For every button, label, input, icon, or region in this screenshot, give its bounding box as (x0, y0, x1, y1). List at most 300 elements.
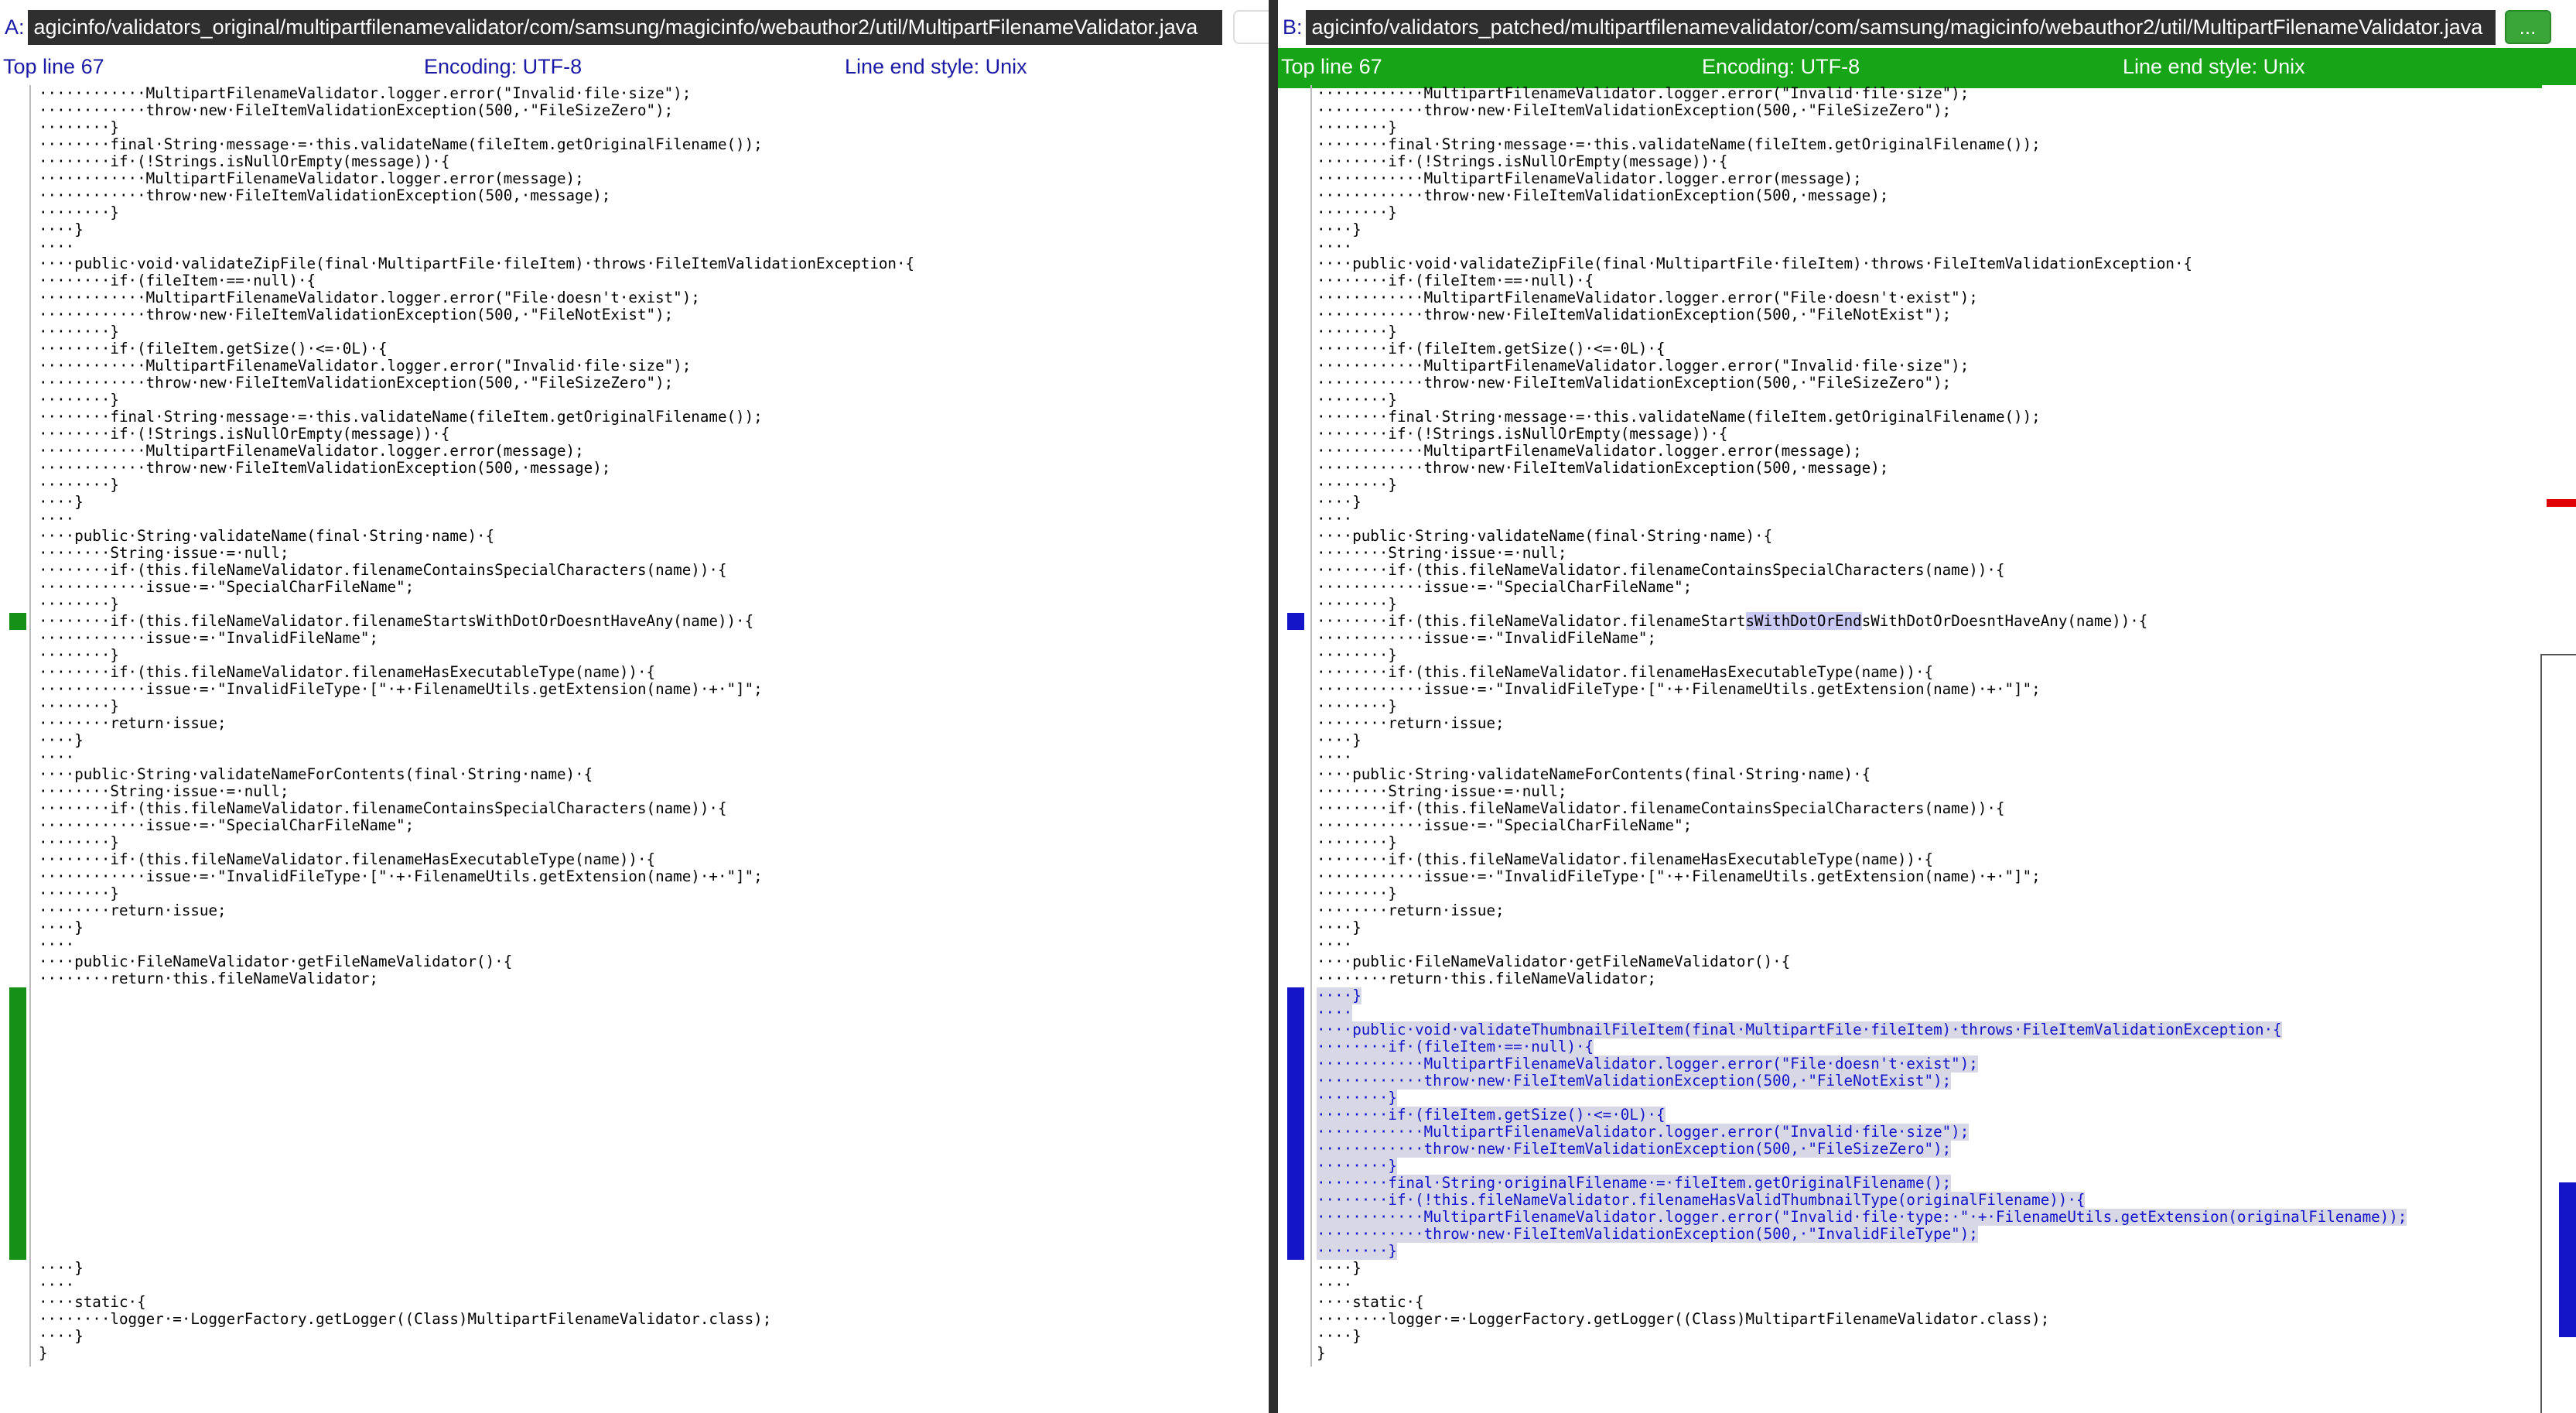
code-text: ········} (1317, 1157, 1397, 1175)
code-line[interactable] (0, 375, 1269, 392)
code-line[interactable] (0, 272, 1269, 289)
code-line[interactable] (1278, 102, 2576, 119)
pane-splitter[interactable] (1269, 0, 1278, 1413)
diff-marker (9, 1090, 26, 1107)
gutter (0, 953, 28, 970)
gutter (0, 936, 28, 953)
code-text: ············throw·new·FileItemValidationException(500,·"FileNotExist"); (39, 306, 674, 323)
code-line[interactable] (0, 562, 1269, 579)
code-line[interactable] (0, 1090, 1269, 1107)
gutter (1278, 323, 1306, 340)
code-text: ····public·String·validateName(final·String·name)·{ (1317, 527, 1773, 545)
code-line[interactable] (0, 749, 1269, 766)
gutter (0, 170, 28, 187)
code-text: ···· (1317, 936, 1353, 953)
code-line[interactable] (1278, 1021, 2576, 1038)
code-line[interactable] (1278, 204, 2576, 221)
code-line[interactable] (1278, 579, 2576, 596)
code-line[interactable] (0, 902, 1269, 919)
code-line[interactable] (1278, 1055, 2576, 1073)
code-line[interactable] (1278, 1175, 2576, 1192)
code-text: ····} (1317, 919, 1361, 936)
gutter (0, 987, 28, 1004)
code-line[interactable] (1278, 1141, 2576, 1158)
code-line[interactable] (0, 426, 1269, 443)
code-text: ········if·(this.fileNameValidator.filenameContainsSpecialCharacters(name))·{ (39, 561, 727, 579)
code-line[interactable] (1278, 562, 2576, 579)
code-line[interactable] (1278, 306, 2576, 323)
code-text: ········String·issue·=·null; (39, 544, 289, 562)
code-text: ············MultipartFilenameValidator.logger.error("Invalid·file·size"); (1317, 1123, 1970, 1141)
gutter (1278, 800, 1306, 817)
code-text: ············throw·new·FileItemValidationException(500,·message); (1317, 459, 1889, 477)
code-line[interactable] (1278, 664, 2576, 681)
path-bar-a (0, 8, 1269, 46)
code-text: ············issue·=·"InvalidFileType·["·+·FilenameUtils.getExtension(name)·+·"]"; (1317, 867, 2041, 885)
code-text: ············throw·new·FileItemValidationException(500,·"FileSizeZero"); (1317, 374, 1952, 392)
code-text: ············issue·=·"InvalidFileName"; (1317, 629, 1656, 647)
code-line[interactable] (1278, 987, 2576, 1004)
code-line[interactable] (1278, 1209, 2576, 1226)
diff-marker (1287, 1192, 1304, 1209)
code-text: ········if·(fileItem·==·null)·{ (1317, 272, 1594, 289)
code-line[interactable] (0, 221, 1269, 238)
code-line[interactable] (1278, 136, 2576, 153)
gutter (0, 647, 28, 664)
code-line[interactable] (0, 766, 1269, 783)
top-line-status-a: Top line 67 (3, 55, 104, 78)
gutter (0, 204, 28, 221)
code-line[interactable] (1278, 392, 2576, 409)
diff-pane-patched (1278, 0, 2576, 1413)
code-line[interactable] (1278, 1090, 2576, 1107)
code-line[interactable] (1278, 783, 2576, 800)
gutter (0, 1243, 28, 1260)
code-line[interactable] (1278, 1260, 2576, 1277)
code-text: ········String·issue·=·null; (1317, 782, 1567, 800)
code-line[interactable] (1278, 936, 2576, 953)
changed-word-highlight: sWithDotOrEnd (1745, 612, 1862, 630)
code-line[interactable] (0, 477, 1269, 494)
code-text: } (1317, 1344, 1326, 1362)
diff-marker (9, 1141, 26, 1158)
code-line[interactable] (1278, 732, 2576, 749)
code-line[interactable] (1278, 494, 2576, 511)
code-line[interactable] (0, 85, 1269, 102)
code-text: ····public·void·validateZipFile(final·MultipartFile·fileItem)·throws·FileItemValidationException·{ (39, 255, 915, 272)
diff-marker (9, 1175, 26, 1192)
gutter (0, 477, 28, 494)
code-line[interactable] (0, 306, 1269, 323)
gutter (1278, 647, 1306, 664)
code-line[interactable] (1278, 1004, 2576, 1021)
gutter (1278, 1021, 1306, 1038)
code-line[interactable] (1278, 885, 2576, 902)
gutter (0, 323, 28, 340)
code-line[interactable] (0, 936, 1269, 953)
gutter (1278, 579, 1306, 596)
code-line[interactable] (1278, 647, 2576, 664)
code-text: ············issue·=·"InvalidFileType·["·+·FilenameUtils.getExtension(name)·+·"]"; (1317, 680, 2041, 698)
code-line[interactable] (1278, 970, 2576, 987)
code-line[interactable] (0, 885, 1269, 902)
gutter (0, 834, 28, 851)
code-line[interactable] (1278, 443, 2576, 460)
code-line[interactable] (1278, 851, 2576, 868)
gutter (0, 715, 28, 732)
code-line[interactable] (0, 715, 1269, 732)
code-text: ········if·(this.fileNameValidator.filenameHasExecutableType(name))·{ (39, 663, 656, 681)
code-text: ············issue·=·"SpecialCharFileName"; (1317, 578, 1693, 596)
gutter (0, 1226, 28, 1243)
code-text: ····static·{ (39, 1293, 146, 1311)
diff-marker (1287, 1226, 1304, 1243)
code-line[interactable] (1278, 817, 2576, 834)
overview-added-block (2559, 1182, 2576, 1337)
gutter (0, 1073, 28, 1090)
code-line[interactable] (1278, 375, 2576, 392)
gutter (0, 1277, 28, 1294)
diff-marker (1287, 1021, 1304, 1038)
code-text: ········if·(this.fileNameValidator.filenameHasExecutableType(name))·{ (1317, 663, 1934, 681)
gutter (1278, 170, 1306, 187)
code-line[interactable] (1278, 596, 2576, 613)
code-line[interactable] (0, 732, 1269, 749)
code-text: ····public·String·validateName(final·String·name)·{ (39, 527, 495, 545)
code-line[interactable] (0, 1158, 1269, 1175)
gutter (0, 392, 28, 409)
code-line[interactable] (0, 1107, 1269, 1124)
code-text: ········} (39, 391, 119, 409)
code-line[interactable] (1278, 749, 2576, 766)
code-line[interactable] (1278, 272, 2576, 289)
gutter (1278, 1192, 1306, 1209)
code-line[interactable] (0, 1124, 1269, 1141)
code-line[interactable] (0, 170, 1269, 187)
code-line[interactable] (1278, 800, 2576, 817)
code-text: ···· (39, 510, 75, 528)
code-line[interactable] (1278, 85, 2576, 102)
code-line[interactable] (0, 1294, 1269, 1311)
code-text: ············issue·=·"InvalidFileType·["·+·FilenameUtils.getExtension(name)·+·"]"; (39, 867, 763, 885)
status-bar-a (0, 48, 1269, 88)
gutter (0, 375, 28, 392)
code-text: ········logger·=·LoggerFactory.getLogger((Class)MultipartFilenameValidator.class); (1317, 1310, 2050, 1328)
code-line[interactable] (1278, 1073, 2576, 1090)
code-line[interactable] (0, 392, 1269, 409)
line-end-status-a[interactable]: Line end style: Unix (845, 55, 1027, 78)
code-view-a[interactable] (0, 85, 1269, 1413)
gutter (0, 272, 28, 289)
code-line[interactable] (1278, 834, 2576, 851)
code-line[interactable] (0, 987, 1269, 1004)
code-text: ········final·String·message·=·this.validateName(fileItem.getOriginalFilename()); (1317, 408, 2041, 426)
code-line[interactable] (1278, 1277, 2576, 1294)
code-line[interactable] (0, 1192, 1269, 1209)
code-line[interactable] (1278, 358, 2576, 375)
gutter (0, 1124, 28, 1141)
gutter (1278, 715, 1306, 732)
gutter (0, 85, 28, 102)
gutter (1278, 783, 1306, 800)
gutter (1278, 1090, 1306, 1107)
code-line[interactable] (0, 238, 1269, 255)
code-line[interactable] (0, 630, 1269, 647)
gutter (1278, 902, 1306, 919)
code-line[interactable] (1278, 1124, 2576, 1141)
file-path-b[interactable]: agicinfo/validators_patched/multipartfilenamevalidator/com/samsung/magicinfo/webauthor2/util/MultipartFilenameValidator.java (1306, 10, 2496, 45)
code-line[interactable] (0, 1243, 1269, 1260)
code-line[interactable] (0, 579, 1269, 596)
code-line[interactable] (1278, 153, 2576, 170)
code-line[interactable] (0, 340, 1269, 358)
code-line[interactable] (1278, 511, 2576, 528)
code-line[interactable] (1278, 323, 2576, 340)
code-line[interactable] (1278, 681, 2576, 698)
code-line[interactable] (0, 1021, 1269, 1038)
code-text: ···· (39, 1276, 75, 1294)
code-text: ········} (39, 204, 119, 221)
code-line[interactable] (0, 1277, 1269, 1294)
code-line[interactable] (1278, 238, 2576, 255)
code-line[interactable] (0, 1004, 1269, 1021)
code-line[interactable] (1278, 289, 2576, 306)
gutter (1278, 817, 1306, 834)
code-line[interactable] (0, 1073, 1269, 1090)
diff-marker (9, 1021, 26, 1038)
code-line[interactable] (0, 323, 1269, 340)
code-text: ········} (1317, 646, 1397, 664)
code-text: ········if·(this.fileNameValidator.filenameHasExecutableType(name))·{ (39, 850, 656, 868)
code-text: ············MultipartFilenameValidator.logger.error(message); (1317, 169, 1862, 187)
gutter (0, 851, 28, 868)
code-line[interactable] (0, 409, 1269, 426)
gutter (0, 443, 28, 460)
code-line[interactable] (0, 1209, 1269, 1226)
code-line[interactable] (0, 1141, 1269, 1158)
gutter (1278, 936, 1306, 953)
code-text: ···· (1317, 238, 1353, 255)
code-line[interactable] (1278, 1294, 2576, 1311)
code-text: ········if·(!Strings.isNullOrEmpty(message))·{ (1317, 425, 1728, 443)
code-line[interactable] (1278, 953, 2576, 970)
code-line[interactable] (0, 511, 1269, 528)
pane-a-button[interactable] (1233, 10, 1269, 44)
gutter (1278, 1311, 1306, 1328)
code-line[interactable] (1278, 1328, 2576, 1345)
code-text: } (39, 1344, 48, 1362)
diff-marker (9, 1209, 26, 1226)
code-line[interactable] (0, 460, 1269, 477)
code-text: ········if·(this.fileNameValidator.filenameContainsSpecialCharacters(name))·{ (1317, 561, 2005, 579)
code-line[interactable] (1278, 221, 2576, 238)
code-line[interactable] (0, 545, 1269, 562)
code-line[interactable] (0, 119, 1269, 136)
diff-marker (1287, 1141, 1304, 1158)
code-text: ········if·(this.fileNameValidator.filenameContainsSpecialCharacters(name))·{ (1317, 799, 2005, 817)
code-line[interactable] (1278, 1038, 2576, 1055)
code-line[interactable] (1278, 1192, 2576, 1209)
gutter (0, 340, 28, 358)
code-line[interactable] (0, 919, 1269, 936)
code-line[interactable] (0, 647, 1269, 664)
gutter (1278, 1345, 1306, 1362)
code-line[interactable] (1278, 1158, 2576, 1175)
code-line[interactable] (1278, 528, 2576, 545)
code-line[interactable] (1278, 187, 2576, 204)
code-line[interactable] (0, 868, 1269, 885)
code-line[interactable] (0, 153, 1269, 170)
code-text: ········logger·=·LoggerFactory.getLogger((Class)MultipartFilenameValidator.class); (39, 1310, 772, 1328)
file-path-a[interactable]: agicinfo/validators_original/multipartfilenamevalidator/com/samsung/magicinfo/webauthor2/util/MultipartFilenameValidator.java (28, 10, 1222, 45)
gutter (0, 153, 28, 170)
code-line[interactable] (0, 664, 1269, 681)
gutter (0, 426, 28, 443)
code-line[interactable] (0, 851, 1269, 868)
code-text: ········} (39, 323, 119, 340)
code-line[interactable] (0, 204, 1269, 221)
gutter (1278, 1175, 1306, 1192)
code-line[interactable] (1278, 1311, 2576, 1328)
code-text: ············throw·new·FileItemValidationException(500,·"FileNotExist"); (1317, 306, 1952, 323)
code-line[interactable] (0, 136, 1269, 153)
encoding-status-a[interactable]: Encoding: UTF-8 (424, 55, 583, 78)
gutter (0, 1328, 28, 1345)
code-line[interactable] (1278, 340, 2576, 358)
code-text: ········return·issue; (39, 902, 227, 919)
gutter (1278, 562, 1306, 579)
code-line[interactable] (0, 358, 1269, 375)
code-line[interactable] (1278, 919, 2576, 936)
code-line[interactable] (0, 494, 1269, 511)
code-line[interactable] (0, 681, 1269, 698)
code-line[interactable] (1278, 1345, 2576, 1362)
gutter (1278, 340, 1306, 358)
code-text: ········if·(!Strings.isNullOrEmpty(message))·{ (39, 152, 450, 170)
code-text: ········return·this.fileNameValidator; (39, 970, 378, 987)
code-line[interactable] (0, 1055, 1269, 1073)
line-end-status-b[interactable]: Line end style: Unix (2123, 55, 2305, 78)
encoding-status-b[interactable]: Encoding: UTF-8 (1702, 55, 1860, 78)
code-line[interactable] (0, 1311, 1269, 1328)
gutter (0, 919, 28, 936)
code-line[interactable] (1278, 1226, 2576, 1243)
code-line[interactable] (1278, 1107, 2576, 1124)
code-line[interactable] (0, 289, 1269, 306)
code-line[interactable] (1278, 1243, 2576, 1260)
code-text: ········} (39, 595, 119, 613)
gutter (0, 1345, 28, 1362)
diff-marker (1287, 1055, 1304, 1073)
status-bar-b (1278, 48, 2576, 88)
code-text: ····public·void·validateThumbnailFileItem(final·MultipartFile·fileItem)·throws·FileItemValidationException·{ (1317, 1021, 2282, 1038)
code-text: ···· (1317, 748, 1353, 766)
code-line[interactable] (0, 970, 1269, 987)
code-line[interactable] (1278, 545, 2576, 562)
gutter (1278, 1260, 1306, 1277)
code-line[interactable] (1278, 170, 2576, 187)
code-line[interactable] (1278, 409, 2576, 426)
code-text: ····public·FileNameValidator·getFileNameValidator()·{ (39, 953, 513, 970)
diff-marker (9, 1004, 26, 1021)
gutter (0, 511, 28, 528)
code-line[interactable] (1278, 698, 2576, 715)
code-text: ············MultipartFilenameValidator.logger.error("File·doesn't·exist"); (1317, 1055, 1978, 1073)
code-line[interactable] (1278, 426, 2576, 443)
code-line[interactable] (0, 596, 1269, 613)
code-line[interactable] (0, 528, 1269, 545)
code-text: ····public·void·validateZipFile(final·MultipartFile·fileItem)·throws·FileItemValidationException·{ (1317, 255, 2193, 272)
code-line[interactable] (0, 102, 1269, 119)
code-text: ········} (1317, 595, 1397, 613)
code-text: ········} (1317, 391, 1397, 409)
gutter (1278, 1328, 1306, 1345)
gutter (1278, 885, 1306, 902)
code-line[interactable] (0, 834, 1269, 851)
code-line[interactable] (1278, 630, 2576, 647)
diff-marker (9, 613, 26, 630)
gutter (0, 817, 28, 834)
gutter (0, 187, 28, 204)
diff-marker (1287, 1107, 1304, 1124)
code-line[interactable] (1278, 715, 2576, 732)
code-line[interactable] (1278, 255, 2576, 272)
code-line[interactable] (1278, 902, 2576, 919)
code-line[interactable] (0, 698, 1269, 715)
code-line[interactable] (0, 1175, 1269, 1192)
code-view-b[interactable] (1278, 85, 2576, 1413)
gutter (1278, 1038, 1306, 1055)
code-text: ········} (1317, 697, 1397, 715)
code-line[interactable] (0, 1226, 1269, 1243)
code-text: ············MultipartFilenameValidator.logger.error("File·doesn't·exist"); (39, 289, 700, 306)
diff-marker (9, 1158, 26, 1175)
code-text: ········} (1317, 833, 1397, 851)
code-text: ····} (39, 1259, 84, 1277)
code-text: ········if·(this.fileNameValidator.filenameStartsWithDotOrEndsWithDotOrDoesntHaveAny(name))·{ (1317, 612, 2148, 630)
code-line[interactable] (0, 1038, 1269, 1055)
code-line[interactable] (0, 1345, 1269, 1362)
code-line[interactable] (0, 800, 1269, 817)
gutter (0, 766, 28, 783)
code-text: ········} (39, 118, 119, 136)
code-line[interactable] (0, 1260, 1269, 1277)
diff-overview-scrollbar[interactable] (2542, 85, 2576, 1413)
code-line[interactable] (0, 255, 1269, 272)
code-line[interactable] (0, 1328, 1269, 1345)
code-text: ···· (39, 238, 75, 255)
code-line[interactable] (0, 187, 1269, 204)
code-line[interactable] (0, 783, 1269, 800)
gutter (1278, 681, 1306, 698)
code-line[interactable] (1278, 613, 2576, 630)
code-line[interactable] (1278, 119, 2576, 136)
gutter (1278, 1055, 1306, 1073)
more-options-button[interactable]: ... (2505, 10, 2551, 44)
code-text: ············MultipartFilenameValidator.logger.error("Invalid·file·size"); (1317, 84, 1970, 102)
code-line[interactable] (0, 443, 1269, 460)
gutter (0, 902, 28, 919)
diff-marker (9, 1243, 26, 1260)
code-line[interactable] (1278, 460, 2576, 477)
code-text: ············throw·new·FileItemValidationException(500,·"FileNotExist"); (1317, 1072, 1952, 1090)
code-line[interactable] (0, 613, 1269, 630)
code-line[interactable] (0, 817, 1269, 834)
code-line[interactable] (1278, 766, 2576, 783)
code-line[interactable] (0, 953, 1269, 970)
code-line[interactable] (1278, 477, 2576, 494)
code-line[interactable] (1278, 868, 2576, 885)
